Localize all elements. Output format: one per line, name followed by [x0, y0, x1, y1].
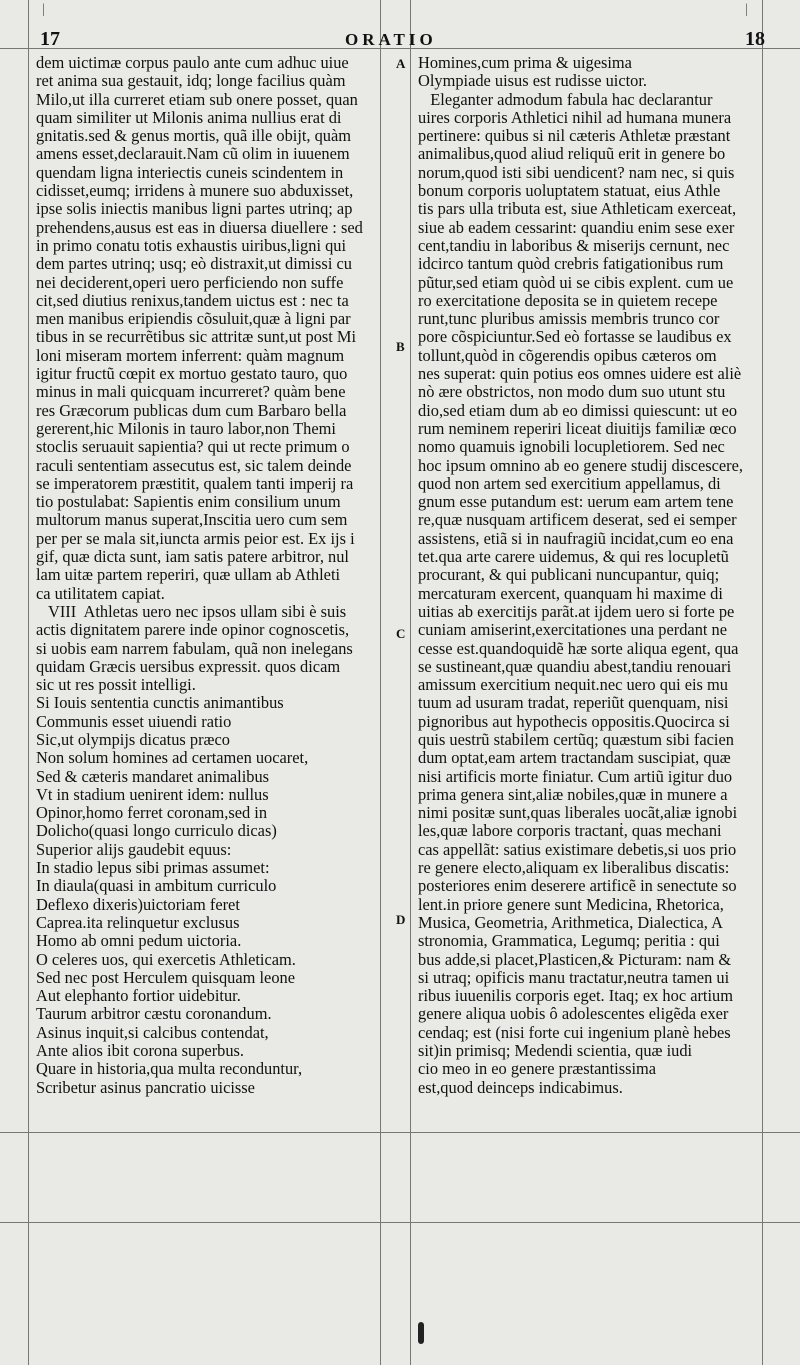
left-column-line: Asinus inquit,si calcibus contendat, [36, 1022, 269, 1042]
right-column-line: pũtur,sed etiam quòd ui se cibis explent. cum ue [418, 272, 734, 292]
gutter-rule-right [410, 0, 411, 1365]
left-page-number: 17 [40, 28, 60, 50]
right-column-line: nomo quamuis ignobili locupletiorem. Sed nec [418, 437, 725, 457]
left-column-line: cidisset,eumq; irridens à munere suo abduxisset, [36, 181, 354, 201]
margin-letter-a: A [396, 56, 406, 71]
right-column-line: dum optat,eam artem tractandam suscipiat, quæ [418, 748, 731, 768]
right-column-line: cio meo in eo genere præstantissima [418, 1059, 657, 1079]
right-column-line: uires corporis Athletici nihil ad humana munera [418, 107, 732, 127]
right-column-line: nisi artificis morte finiatur. Cum artiũ igitur duo [418, 766, 733, 786]
left-column-line: quam similiter ut Milonis anima nullius erat di [36, 107, 342, 127]
left-column-line: gererent,hic Milonis in tauro labor,non Themi [36, 418, 336, 438]
margin-letter-b: B [396, 339, 405, 354]
right-column-line: amissum exercitium nequit.nec uero qui eis mu [418, 675, 728, 695]
right-column-line: ro exercitatione deposita se in quietem recepe [418, 290, 718, 310]
right-column-line: est,quod deinceps indicabimus. [418, 1077, 623, 1097]
ink-smudge [418, 1322, 424, 1344]
right-column-line: pignoribus aut hypothecis oppositis.Quocirca si [418, 711, 730, 731]
left-column-line: actis dignitatem parere inde opinor cognoscetis, [36, 620, 350, 640]
right-column-line: rum neminem reperiri liceat diuitijs familiæ œco [418, 418, 737, 438]
left-column-line: lam uitæ partem reperiri, quæ ullam ab Athleti [36, 565, 341, 585]
right-column-line: siue ab eadem cessarint: quandiu enim sese exer [418, 217, 735, 237]
right-column-line: hoc ipsum omnino ab eo genere studij discescere, [418, 455, 743, 475]
left-column-line: In stadio lepus sibi primas assumet: [36, 858, 270, 878]
right-column-line: pore cõspiciuntur.Sed eò fortasse se laudibus ex [418, 327, 732, 347]
left-column-line: minus in mali quicquam incurreret? quàm bene [36, 382, 346, 402]
left-column-line: Taurum arbitror cæstu coronandum. [36, 1004, 272, 1024]
right-column-line: cesse est.quandoquidẽ hæ sorte aliqua egent, qua [418, 638, 739, 658]
left-column-line: Homo ab omni pedum uictoria. [36, 931, 242, 951]
right-column-line: posteriores enim deserere artificẽ in senectute so [418, 876, 737, 896]
left-column-line: Milo,ut illa curreret etiam sub onere posset, quan [36, 89, 358, 109]
left-column-line: Aut elephanto fortior uidebitur. [36, 986, 241, 1006]
left-column-line: ca utilitatem capiat. [36, 583, 165, 603]
right-column-line: stronomia, Grammatica, Legumq; peritia : qui [418, 931, 720, 951]
right-column-line: idcirco tantum quòd crebris fatigationibus rum [418, 254, 724, 274]
right-column-line: nò ære obstrictos, non modo dum suo utunt stu [418, 382, 726, 402]
left-column-line: men manibus eripiendis cõsuluit,quæ à ligni par [36, 309, 351, 329]
right-column-line: les,quæ labore corporis tractanṫ, quas mechani [418, 821, 722, 841]
right-column-line: si utraq; opificis manu tractatur,neutra tamen ui [418, 967, 730, 987]
left-column-line: Communis esset uiuendi ratio [36, 711, 232, 731]
left-column-line: Dolicho(quasi longo curriculo dicas) [36, 821, 277, 841]
left-column-line: si uobis eam narrem fabulam, quã non inelegans [36, 638, 353, 658]
left-text-column [36, 54, 363, 1097]
right-column-line: sit)in primisq; Medendi scientia, quæ iudi [418, 1041, 693, 1061]
right-column-line: uitias ab exercitijs parãt.at ijdem uero si forte pe [418, 601, 735, 621]
left-column-line: Si Iouis sententia cunctis animantibus [36, 693, 284, 713]
right-column-line: tet.qua arte carere uidemus, & qui res locupletũ [418, 547, 729, 567]
left-column-line: se imperatorem præstitit, qualem tanti imperij ra [36, 473, 354, 493]
left-column-line: igitur fructũ cœpit ex mortuo gestato tauro, quo [36, 364, 348, 384]
right-column-line: Homines,cum prima & uigesima [418, 53, 632, 72]
right-margin-rule [762, 0, 763, 1365]
right-column-line: assistens, etiã si in naufragiũ incidat,cum eo ena [418, 528, 734, 548]
left-column-line: Superior alijs gaudebit equus: [36, 839, 232, 859]
right-column-line: lent.in priore genere sunt Medicina, Rhetorica, [418, 894, 724, 914]
left-column-line: Quare in historia,qua multa reconduntur, [36, 1059, 303, 1079]
left-column-line: Ante alios ibit corona superbus. [36, 1041, 245, 1061]
right-column-line: dio,sed etiam dum ab eo dimissi quiescunt: ut eo [418, 400, 738, 420]
left-column-line: dem partes utrinq; usq; eò distraxit,ut dimissi cu [36, 254, 352, 274]
right-column-line: se sustineant,quæ quandiu abest,tandiu renouari [418, 656, 732, 676]
right-column-line: pertinere: quibus si nil cæteris Athletæ præstant [418, 126, 731, 146]
right-column-line: cuniam amiserint,exercitationes una perdant ne [418, 620, 728, 640]
right-column-line: norum,quod isti sibi uendicent? nam nec, si quis [418, 162, 735, 182]
right-column-line: cas appellãt: satius existimare debetis,si uos prio [418, 839, 737, 859]
right-column-line: animalibus,quod aliud reliquũ erit in genere bo [418, 144, 726, 164]
left-column-line: per per se mala sit,iuncta armis peior est. Ex ijs i [36, 528, 355, 548]
right-text-column [418, 54, 743, 1097]
left-column-line: tibus in se recurrẽtibus sic attritæ sunt,ut post Mi [36, 327, 357, 347]
top-mark-left: | [42, 2, 45, 17]
right-column-line: bonum corporis uoluptatem statuat, eius Athle [418, 181, 721, 201]
lower-rule [0, 1132, 800, 1133]
left-column-line: cit,sed diutius renixus,tandem uictus est : nec ta [36, 290, 349, 310]
right-column-line: nimi positæ sunt,quas liberales uocãt,aliæ ignobi [418, 803, 738, 823]
left-column-line: loni miseram mortem inferrent: quàm magnum [36, 345, 345, 365]
right-column-line: quis uestrũ stabilem certũq; quæstum sibi facien [418, 729, 734, 749]
left-column-line: dem uictimæ corpus paulo ante cum adhuc uiue [36, 53, 349, 72]
left-column-line: in primo conatu totis exhaustis uiribus,ligni qui [36, 235, 347, 255]
left-column-line: Non solum homines ad certamen uocaret, [36, 748, 309, 768]
right-column-line: gnum esse putandum est: uerum eam artem tene [418, 492, 734, 512]
left-column-line: VIII Athletas uero nec ipsos ullam sibi è suis [36, 601, 347, 621]
right-column-line: mercaturam exercent, quanquam hi maxime di [418, 583, 723, 603]
left-column-line: Vt in stadium uenirent idem: nullus [36, 784, 269, 804]
right-column-line: procurant, & qui publicani nuncupantur, quiq; [418, 565, 720, 585]
right-column-line: re genere electo,aliquam ex liberalibus discatis: [418, 858, 730, 878]
right-column-line: tollunt,quòd in cõgerendis opibus cæteros om [418, 345, 717, 365]
running-head: ORATIO [345, 30, 437, 49]
top-mark-right: | [745, 2, 748, 17]
left-column-line: multorum manus superat,Inscitia uero cum sem [36, 510, 348, 530]
right-column-line: bus adde,si placet,Plasticen,& Picturam: nam & [418, 949, 732, 969]
right-column-line: tis pars ulla tributa est, siue Athleticam exerceat, [418, 199, 737, 219]
bottom-rule [0, 1222, 800, 1223]
gutter-rule-left [380, 0, 381, 1365]
left-column-line: O celeres uos, qui exercetis Athleticam. [36, 949, 296, 969]
right-column-line: prima genera sint,aliæ nobiles,quæ in munere a [418, 784, 728, 804]
right-column-line: nes superat: quin potius eos omnes uidere est aliè [418, 364, 742, 384]
right-column-line: quod non artem sed exercitium appellamus, di [418, 473, 721, 493]
right-column-line: ribus iuuenilis corporis eget. Itaq; ex hoc artium [418, 986, 733, 1006]
left-column-line: tio postulabat: Sapientis enim consilium unum [36, 492, 341, 512]
right-column-line: re,quæ nusquam artificem deserat, sed ei semper [418, 510, 737, 530]
left-column-line: ret anima sua gestauit, idq; longe facilius quàm [36, 71, 346, 91]
left-column-line: nei deciderent,operi uero perficiendo non suffe [36, 272, 344, 292]
margin-letter-d: D [396, 912, 406, 927]
left-column-line: Deflexo dixeris)uictoriam feret [36, 894, 240, 914]
right-column-line: cent,tandiu in laboribus & miserijs cernunt, nec [418, 235, 730, 255]
left-column-line: raculi sententiam assecutus est, sic talem deinde [36, 455, 352, 475]
left-column-line: Scribetur asinus pancratio uicisse [36, 1077, 255, 1097]
left-column-line: Caprea.ita relinquetur exclusus [36, 912, 240, 932]
left-column-line: quendam ligna interiectis cuneis scindentem in [36, 162, 344, 182]
right-column-line: tuum ad usuram tradat, reperiũt quenquam, nisi [418, 693, 729, 713]
left-column-line: gif, quæ dicta sunt, iam satis patere arbitror, nul [36, 547, 349, 567]
right-page-number: 18 [745, 28, 765, 50]
left-margin-rule [28, 0, 29, 1365]
margin-letter-c: C [396, 626, 406, 641]
left-column-line: Opinor,homo ferret coronam,sed in [36, 803, 268, 823]
right-column-line: Olympiade uisus est rudisse uictor. [418, 71, 647, 91]
right-column-line: cendaq; est (nisi forte cui ingenium planè hebes [418, 1022, 731, 1042]
left-column-line: Sed & cæteris mandaret animalibus [36, 766, 270, 786]
right-column-line: Eleganter admodum fabula hac declarantur [418, 89, 713, 109]
left-column-line: stoclis seruauit sapientia? qui ut recte primum o [36, 437, 350, 457]
left-column-line: amens esset,declarauit.Nam cũ olim in iuuenem [36, 144, 350, 164]
right-column-line: runt,tunc pluribus amissis membris trunco cor [418, 309, 720, 329]
left-column-line: ipse solis iniectis manibus ligni partes utrinq; ap [36, 199, 353, 219]
left-column-line: Sed nec post Herculem quisquam leone [36, 967, 295, 987]
left-column-line: gnitatis.sed & genus mortis, quã ille obijt, quàm [36, 126, 352, 146]
left-column-line: quidam Græcis uersibus expressit. quos dicam [36, 656, 341, 676]
left-column-line: res Græcorum publicas dum cum Barbaro bella [36, 400, 347, 420]
right-column-line: genere aliqua uobis ô adolescentes eligẽda exer [418, 1004, 729, 1024]
right-column-line: Musica, Geometria, Arithmetica, Dialectica, A [418, 912, 723, 932]
left-column-line: Sic,ut olympijs dicatus præco [36, 729, 230, 749]
left-column-line: sic ut res possit intelligi. [36, 675, 196, 695]
left-column-line: prehendens,ausus est eas in diuersa diuellere : sed [36, 217, 363, 237]
left-column-line: In diaula(quasi in ambitum curriculo [36, 876, 277, 896]
